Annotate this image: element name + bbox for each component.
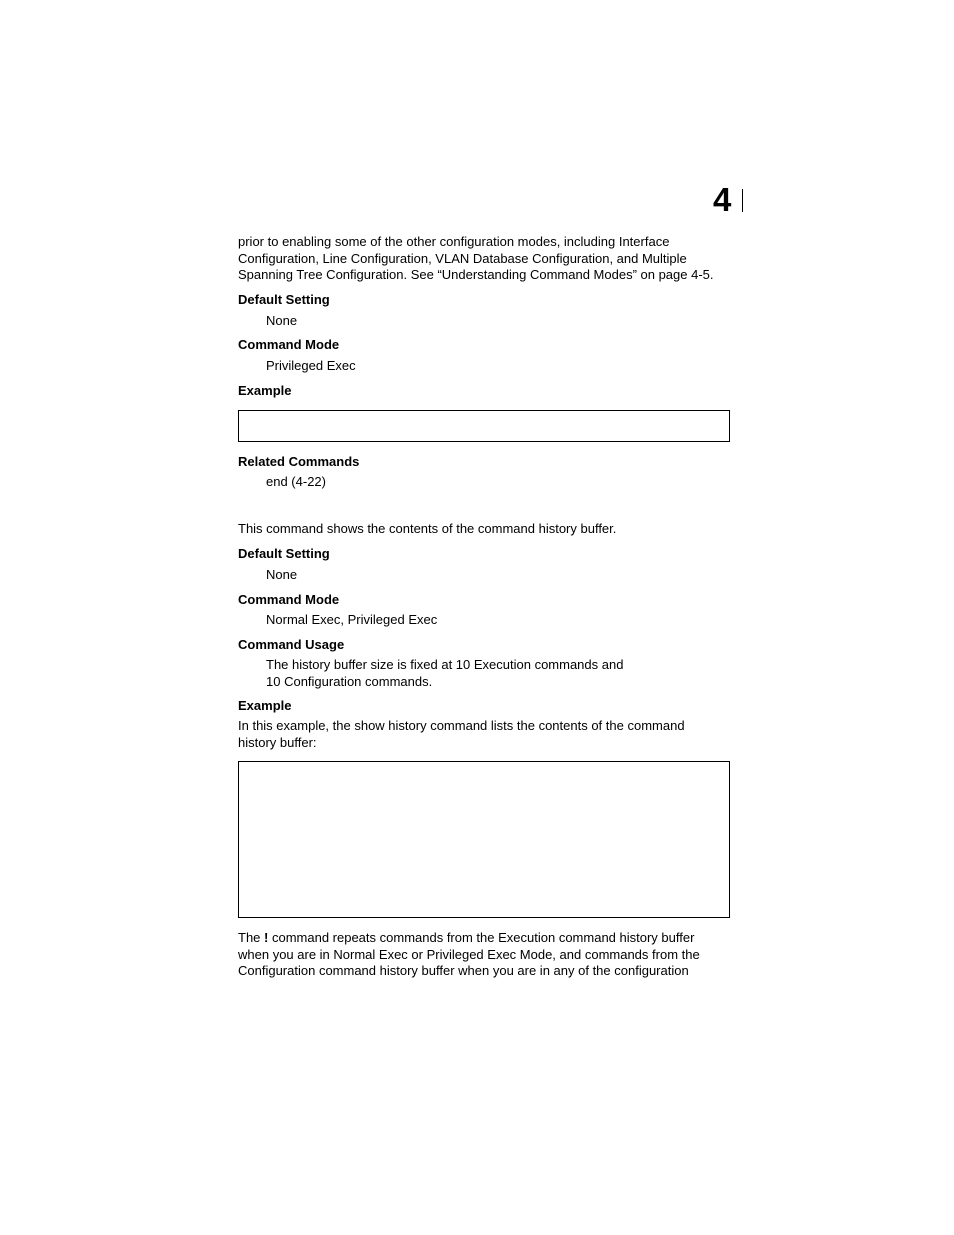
example-heading: Example: [238, 383, 292, 398]
closing-line: Configuration command history buffer when you are in any of the configuration: [238, 963, 689, 979]
command-mode-heading: Command Mode: [238, 337, 340, 352]
related-commands-value: end (4-22): [266, 474, 326, 489]
closing-line: when you are in Normal Exec or Privileged Exec Mode, and commands from the: [238, 946, 700, 962]
command-usage-heading: Command Usage: [238, 637, 345, 652]
intro-line: Spanning Tree Configuration. See “Understanding Command Modes” on page 4-5.: [238, 267, 714, 283]
related-commands-heading: Related Commands: [238, 454, 360, 469]
example-code-box: [238, 761, 730, 918]
default-setting-value: None: [266, 313, 298, 328]
command-mode-value: Privileged Exec: [266, 358, 356, 373]
chapter-number: 4: [713, 181, 732, 218]
closing-pre: The: [238, 930, 265, 945]
closing-paragraph: [238, 930, 700, 980]
closing-line: [238, 930, 700, 947]
example-intro-line: In this example, the show history command lists the contents of the command: [238, 718, 685, 733]
default-setting-value: None: [266, 567, 298, 582]
command-mode-value: Normal Exec, Privileged Exec: [266, 612, 438, 627]
command-description: This command shows the contents of the command history buffer.: [238, 521, 617, 536]
command-mode-heading: Command Mode: [238, 592, 340, 607]
example-code-box: [238, 410, 730, 442]
intro-line: Configuration, Line Configuration, VLAN Database Configuration, and Multiple: [238, 250, 687, 266]
intro-paragraph: [238, 234, 714, 284]
usage-line: 10 Configuration commands.: [266, 674, 433, 689]
closing-line1-rest: command repeats commands from the Execution command history buffer: [268, 930, 695, 945]
example-intro-line: history buffer:: [238, 734, 317, 750]
default-setting-heading: Default Setting: [238, 546, 330, 561]
command-usage-text: [266, 656, 623, 690]
chapter-rule: [742, 189, 743, 212]
usage-line: The history buffer size is fixed at 10 Execution commands and: [266, 657, 624, 672]
example-intro: [238, 718, 685, 751]
intro-line: prior to enabling some of the other configuration modes, including Interface: [238, 234, 670, 249]
example-heading: Example: [238, 698, 292, 713]
bang-command: !: [264, 930, 269, 945]
default-setting-heading: Default Setting: [238, 292, 330, 307]
